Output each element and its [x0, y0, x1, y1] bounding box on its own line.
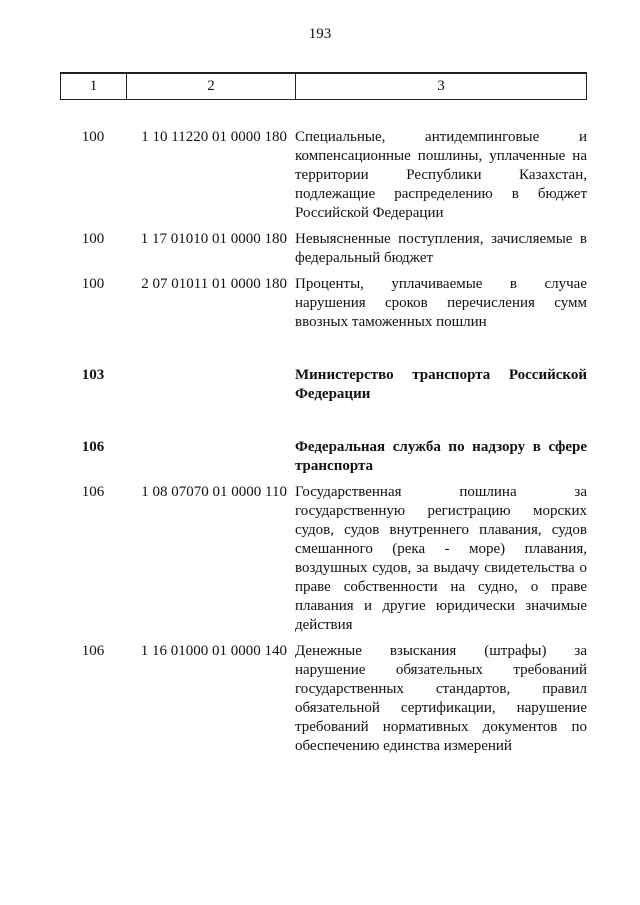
revenue-code: 1 17 01010 01 0000 180: [140, 231, 287, 247]
revenue-code: 1 08 07070 01 0000 110: [141, 484, 287, 500]
revenue-name: Государственная пошлина за государственную регистрацию морских судов, судов внутреннего плавания, судов смешанного (река - море) плавания, воздушных судов, за выдачу свидетельства о праве собственности на судно, о праве плавания и другие юридически значимые действия: [295, 484, 587, 633]
revenue-code: 1 10 11220 01 0000 180: [141, 129, 287, 145]
admin-code: 100: [81, 231, 105, 247]
revenue-name: Проценты, уплачиваемые в случае нарушения сроков перечисления сумм ввозных таможенных пошлин: [295, 276, 587, 330]
table-row: [60, 483, 587, 635]
admin-code: 100: [81, 276, 105, 292]
revenue-code: 2 07 01011 01 0000 180: [141, 276, 287, 292]
budget-code-list: [60, 128, 587, 756]
column-header-1: 1: [61, 74, 127, 99]
table-row: [60, 642, 587, 756]
admin-code: 106: [81, 439, 105, 455]
section-title: Федеральная служба по надзору в сфере транспорта: [295, 439, 587, 474]
admin-code: 106: [81, 484, 105, 500]
admin-code: 106: [81, 643, 105, 659]
revenue-name: Специальные, антидемпинговые и компенсационные пошлины, уплаченные на территории Республики Казахстан, подлежащие распределению в бюджет Российской Федерации: [295, 129, 587, 221]
revenue-name: Денежные взыскания (штрафы) за нарушение обязательных требований государственных стандартов, правил обязательной сертификации, нарушение требований нормативных документов по обеспечению единства измерений: [295, 643, 587, 754]
admin-code: 103: [81, 367, 105, 383]
column-header-table: [60, 72, 587, 100]
table-row: [60, 230, 587, 268]
revenue-code: [126, 366, 295, 404]
column-header-2: 2: [127, 74, 296, 99]
revenue-name: Невыясненные поступления, зачисляемые в федеральный бюджет: [295, 231, 587, 266]
table-row-section: [60, 366, 587, 404]
revenue-code: [126, 438, 295, 476]
admin-code: 100: [81, 129, 105, 145]
revenue-code: 1 16 01000 01 0000 140: [140, 643, 287, 659]
column-header-3: 3: [437, 78, 445, 94]
table-row-section: [60, 438, 587, 476]
table-row: [60, 128, 587, 223]
table-row: [60, 275, 587, 332]
section-title: Министерство транспорта Российской Федерации: [295, 367, 587, 402]
page-number: 193: [308, 26, 332, 42]
